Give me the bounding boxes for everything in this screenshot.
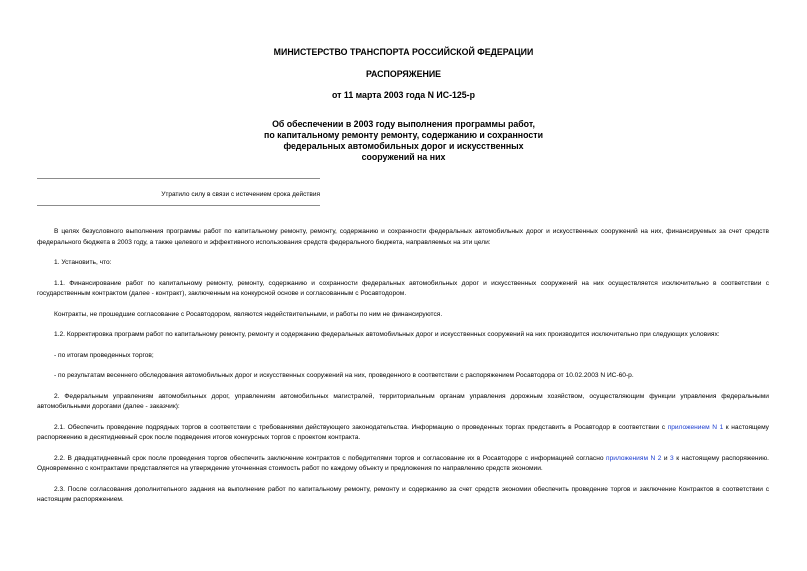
divider-bottom — [37, 205, 320, 206]
clause-2-1-text: к настоящему распоряжению в десятидневный срок после подведения итогов конкурсных торгов с проектом контракта. — [37, 423, 769, 441]
clause-1-2: 1.2. Корректировка программ работ по капитальному ремонту, ремонту и содержанию федеральных автомобильных дорог и искусственных сооружений на них производится исключительно при следующих условиях: — [54, 331, 720, 338]
clause-2-1-text: 2.1. Обеспечить проведение подрядных торгов в соответствии с требованиями действующего законодательства. Информацию о проведенных торгах представить в Росавтодор в соответствии с — [54, 423, 668, 431]
document-type: РАСПОРЯЖЕНИЕ — [365, 69, 442, 79]
clause-2-2 — [37, 454, 769, 475]
clause-2-1 — [37, 423, 769, 444]
intro-paragraph: В целях безусловного выполнения программы работ по капитальному ремонту, ремонту, содержанию и сохранности федеральных автомобильных дорог и искусственных сооружений на них, финансируемых за счет средств федерального бюджета в 2003 году, а также целевого и эффективного использования средств федерального бюджета, направляемых на эти цели: — [37, 228, 769, 246]
title-line: федеральных автомобильных дорог и искусственных — [283, 141, 524, 151]
clause-1-1-note: Контракты, не прошедшие согласование с Росавтодором, являются недействительными, и работы по ним не финансируются. — [54, 310, 443, 318]
clause-1-2-item: - по результатам весеннего обследования автомобильных дорог и искусственных сооружений на них, проведенного в соответствии с распоряжением Росавтодора от 10.02.2003 N ИС-60-р. — [54, 372, 634, 379]
document-date-number: от 11 марта 2003 года N ИС-125-р — [332, 90, 475, 100]
clause-2-2-text: 2.2. В двадцатидневный срок после проведения торгов обеспечить заключение контрактов с победителями торгов и согласование их в Росавтодоре с информацией согласно — [54, 454, 607, 462]
clause-2: 2. Федеральным управлениям автомобильных дорог, управлениям автомобильных магистралей, территориальным органам управления дорожным хозяйством, осуществляющим функции управления федеральными автомобильными дорогами (далее - заказчик): — [37, 392, 769, 410]
title-line: по капитальному ремонту ремонту, содержанию и сохранности — [264, 130, 543, 140]
appendix-2-link[interactable]: приложениям N 2 — [606, 454, 662, 462]
clause-1: 1. Установить, что: — [54, 259, 112, 266]
clause-2-3: 2.3. После согласования дополнительного задания на выполнение работ по капитальному ремонту, ремонту и содержанию за счет средств экономии обеспечить проведение торгов и заключение Контрактов в соответствии с настоящим распоряжением. — [37, 485, 769, 503]
clause-2-2-text: и — [661, 454, 671, 462]
document-body — [37, 227, 769, 516]
ministry-heading: МИНИСТЕРСТВО ТРАНСПОРТА РОССИЙСКОЙ ФЕДЕРАЦИИ — [273, 47, 534, 57]
appendix-1-link[interactable]: приложением N 1 — [667, 423, 724, 431]
clause-1-1: 1.1. Финансирование работ по капитальному ремонту, ремонту, содержанию и сохранности федеральных автомобильных дорог и искусственных сооружений на них осуществляется исключительно в соответствии с государственным контрактом (далее - контракт), заключенным на конкурсной основе и согласованным с Росавтодором. — [37, 279, 769, 297]
status-note: Утратило силу в связи с истечением срока действия — [161, 191, 320, 198]
clause-2-2-text: к настоящему распоряжению. Одновременно с контрактами представляется на утверждение уточненная стоимость работ по каждому объекту и предложения по направлению средств экономии. — [37, 454, 769, 472]
title-line: сооружений на них — [361, 152, 446, 162]
title-line: Об обеспечении в 2003 году выполнения программы работ, — [272, 119, 535, 129]
clause-1-2-item: - по итогам проведенных торгов; — [54, 351, 154, 359]
appendix-3-link[interactable]: 3 — [670, 454, 674, 462]
divider-top — [37, 178, 320, 179]
